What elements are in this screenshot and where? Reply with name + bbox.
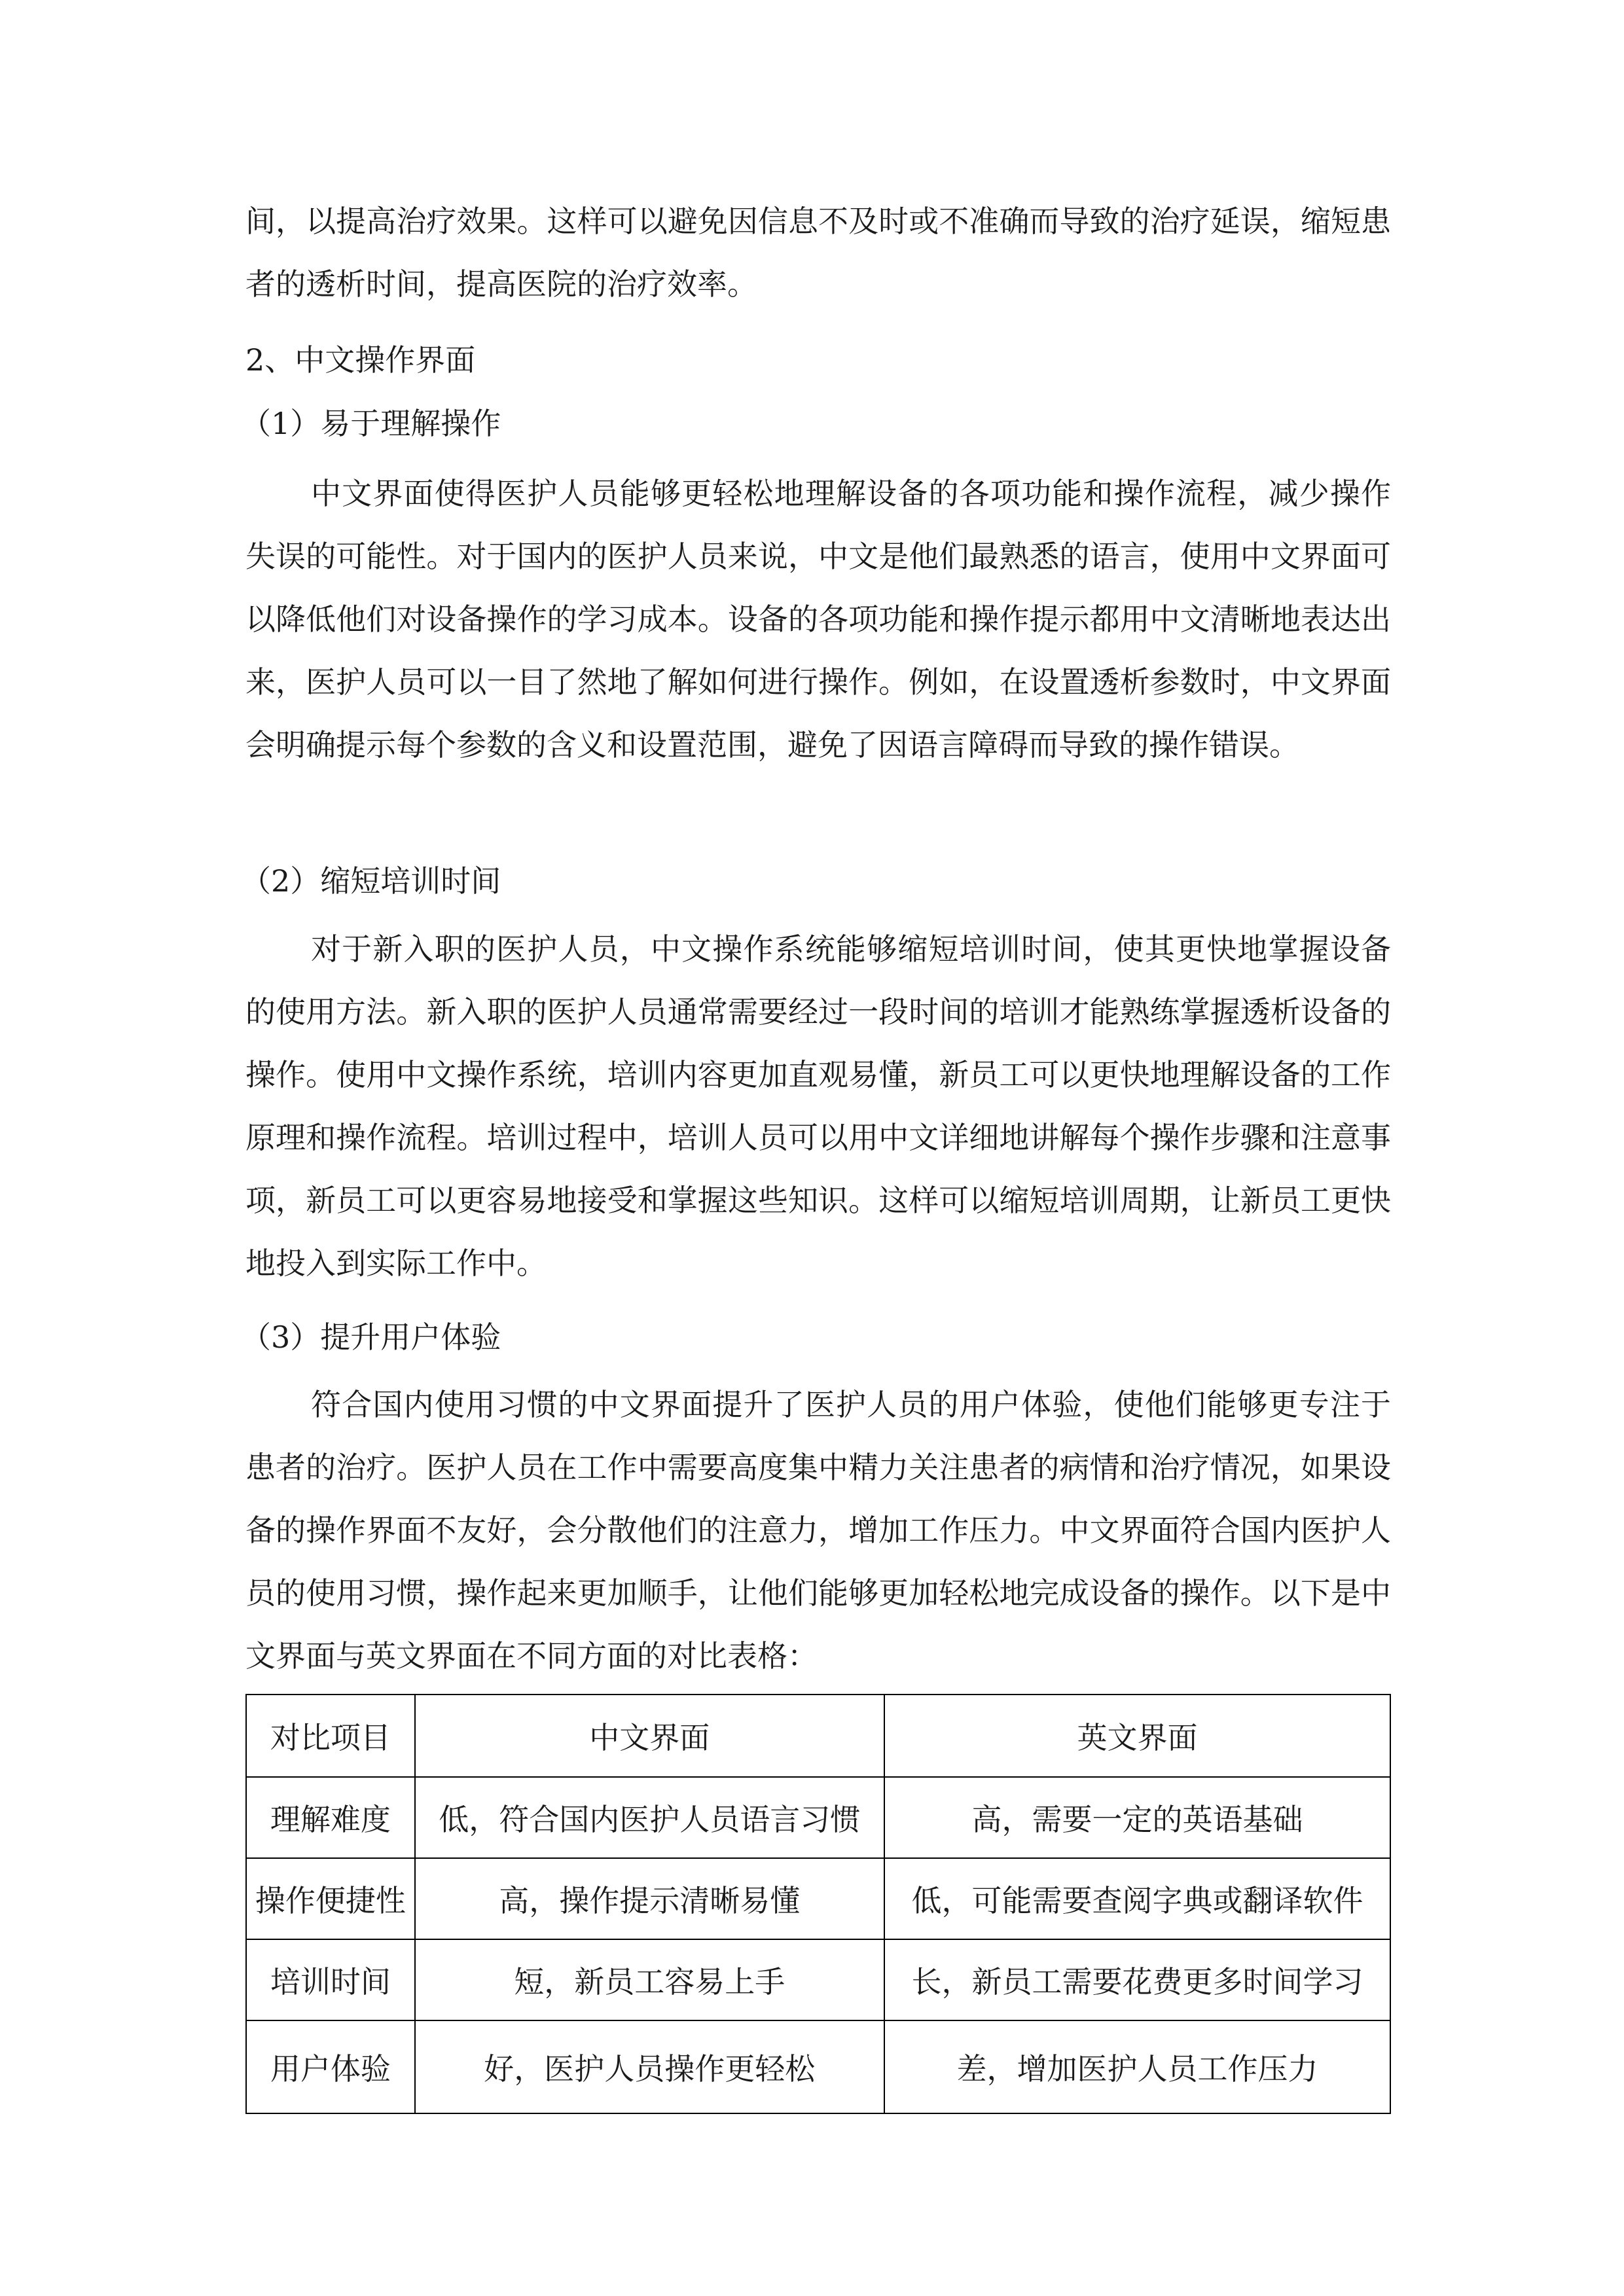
table-cell: 长，新员工需要花费更多时间学习 [884,1939,1390,2020]
subheading-easy-to-understand: （1）易于理解操作 [241,406,501,441]
table-header-cell: 中文界面 [415,1695,884,1777]
table-header-cell: 英文界面 [884,1695,1390,1777]
table-cell: 操作便捷性 [246,1858,415,1939]
table-row [246,1939,1390,2020]
table-header-row [246,1695,1390,1777]
table-row [246,2020,1390,2113]
paragraph-shorten-training: 对于新入职的医护人员，中文操作系统能够缩短培训时间，使其更快地掌握设备的使用方法。新入职的医护人员通常需要经过一段时间的培训才能熟练掌握透析设备的操作。使用中文操作系统，培训内容更加直观易懂，新员工可以更快地理解设备的工作原理和操作流程。培训过程中，培训人员可以用中文详细地讲解每个操作步骤和注意事项，新员工可以更容易地接受和掌握这些知识。这样可以缩短培训周期，让新员工更快地投入到实际工作中。 [245,931,1391,1281]
table-cell: 好，医护人员操作更轻松 [415,2020,884,2113]
paragraph-easy-to-understand: 中文界面使得医护人员能够更轻松地理解设备的各项功能和操作流程，减少操作失误的可能性。对于国内的医护人员来说，中文是他们最熟悉的语言，使用中文界面可以降低他们对设备操作的学习成本。设备的各项功能和操作提示都用中文清晰地表达出来，医护人员可以一目了然地了解如何进行操作。例如，在设置透析参数时，中文界面会明确提示每个参数的含义和设置范围，避免了因语言障碍而导致的操作错误。 [245,476,1391,762]
comparison-table [245,1694,1391,2114]
table-cell: 高，需要一定的英语基础 [884,1777,1390,1858]
table-cell: 用户体验 [246,2020,415,2113]
section-heading: 2、中文操作界面 [245,342,476,378]
subheading-shorten-training: （2）缩短培训时间 [241,863,501,899]
table-cell: 差，增加医护人员工作压力 [884,2020,1390,2113]
table-row [246,1858,1390,1939]
table-cell: 理解难度 [246,1777,415,1858]
table-cell: 高，操作提示清晰易懂 [415,1858,884,1939]
paragraph-user-experience: 符合国内使用习惯的中文界面提升了医护人员的用户体验，使他们能够更专注于患者的治疗。医护人员在工作中需要高度集中精力关注患者的病情和治疗情况，如果设备的操作界面不友好，会分散他们的注意力，增加工作压力。中文界面符合国内医护人员的使用习惯，操作起来更加顺手，让他们能够更加轻松地完成设备的操作。以下是中文界面与英文界面在不同方面的对比表格： [245,1387,1391,1674]
table-cell: 低，符合国内医护人员语言习惯 [415,1777,884,1858]
paragraph-intro-continuation: 间，以提高治疗效果。这样可以避免因信息不及时或不准确而导致的治疗延误，缩短患者的透析时间，提高医院的治疗效率。 [245,204,1391,302]
table-cell: 短，新员工容易上手 [415,1939,884,2020]
table-cell: 低，可能需要查阅字典或翻译软件 [884,1858,1390,1939]
table-row [246,1777,1390,1858]
subheading-user-experience: （3）提升用户体验 [241,1319,501,1355]
table-cell: 培训时间 [246,1939,415,2020]
table-header-cell: 对比项目 [246,1695,415,1777]
